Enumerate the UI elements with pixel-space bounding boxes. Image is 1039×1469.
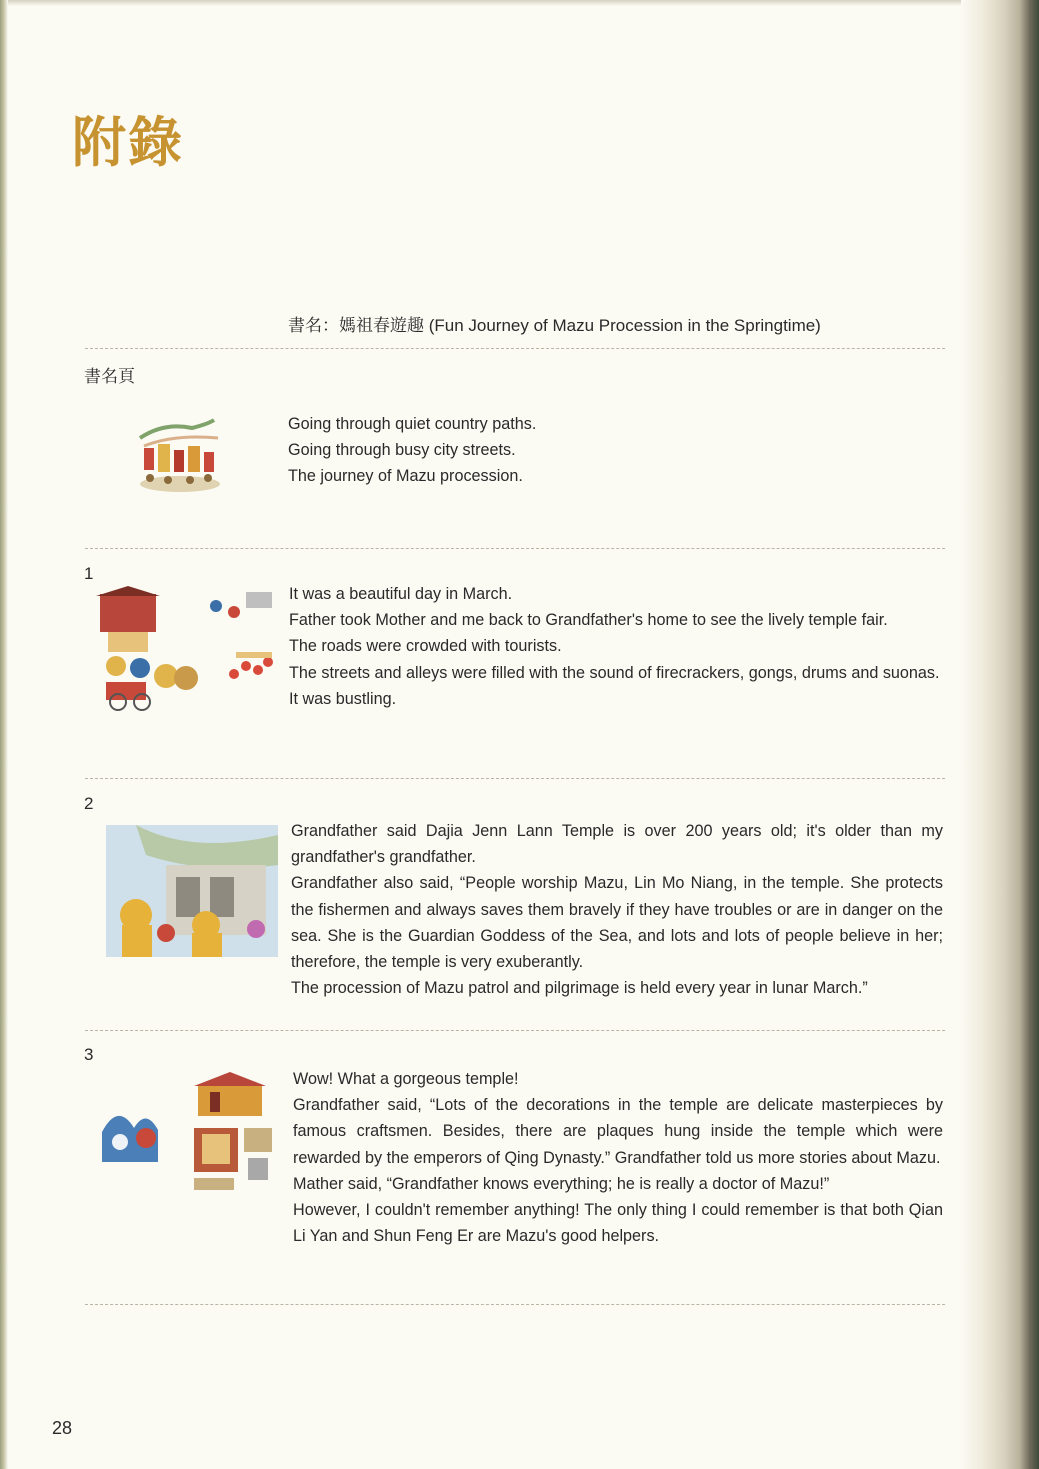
text-line: The procession of Mazu patrol and pilgrimage is held every year in lunar March.”	[291, 979, 868, 998]
divider	[85, 778, 945, 779]
section-text-1	[289, 581, 941, 712]
text-line: The streets and alleys were filled with the sound of firecrackers, gongs, drums and suonas.	[289, 663, 940, 682]
text-line: Mather said, “Grandfather knows everything; he is really a doctor of Mazu!”	[293, 1174, 830, 1193]
section-text-3	[293, 1066, 943, 1249]
section-label-1: 1	[84, 564, 94, 583]
page-number: 28	[52, 1418, 73, 1438]
section-text-2	[291, 818, 943, 1001]
section-label-title-page: 書名頁	[84, 367, 135, 386]
text-line: Going through busy city streets.	[288, 441, 516, 460]
text-line: Wow! What a gorgeous temple!	[293, 1070, 519, 1088]
divider	[85, 1304, 945, 1305]
page-top-edge	[0, 0, 1039, 6]
illustration-procession	[134, 416, 228, 498]
book-title: 書名：媽祖春遊趣 (Fun Journey of Mazu Procession in the Springtime)	[288, 316, 821, 335]
book-spine-shadow	[961, 0, 1039, 1469]
text-line: Father took Mother and me back to Grandfather's home to see the lively temple fair.	[289, 611, 888, 630]
text-line: It was bustling.	[289, 689, 397, 708]
section-text-title-page	[288, 411, 938, 490]
text-line: Grandfather said, “Lots of the decorations in the temple are delicate masterpieces by famous craftsmen. Besides, there are plaques hung inside the temple which were rewarded by the emperors of Qing Dynasty.” Grandfather told us more stories about Mazu.	[293, 1096, 943, 1167]
illustration-temple-decorations	[98, 1072, 276, 1196]
text-line: It was a beautiful day in March.	[289, 585, 513, 603]
illustration-temple-worship	[106, 825, 278, 957]
text-line: However, I couldn't remember anything! The only thing I could remember is that both Qian Li Yan and Shun Feng Er are Mazu's good helpers.	[293, 1201, 943, 1246]
divider	[85, 548, 945, 549]
divider	[85, 348, 945, 349]
section-label-3: 3	[84, 1045, 94, 1064]
page-left-edge	[0, 0, 8, 1469]
illustration-temple-fair	[96, 586, 276, 714]
appendix-title: 附錄	[72, 110, 184, 174]
text-line: The roads were crowded with tourists.	[289, 637, 562, 656]
text-line: Going through quiet country paths.	[288, 415, 537, 433]
text-line: Grandfather said Dajia Jenn Lann Temple is over 200 years old; it's older than my grandfather's grandfather.	[291, 822, 943, 867]
divider	[85, 1030, 945, 1031]
section-label-2: 2	[84, 794, 94, 813]
text-line: Grandfather also said, “People worship Mazu, Lin Mo Niang, in the temple. She protects the fishermen and always saves them bravely if they have troubles or are in danger on the sea. She is the Guardian Goddess of the Sea, and lots and lots of people believe in her; therefore, the temple is very exuberantly.	[291, 874, 943, 972]
text-line: The journey of Mazu procession.	[288, 467, 523, 486]
